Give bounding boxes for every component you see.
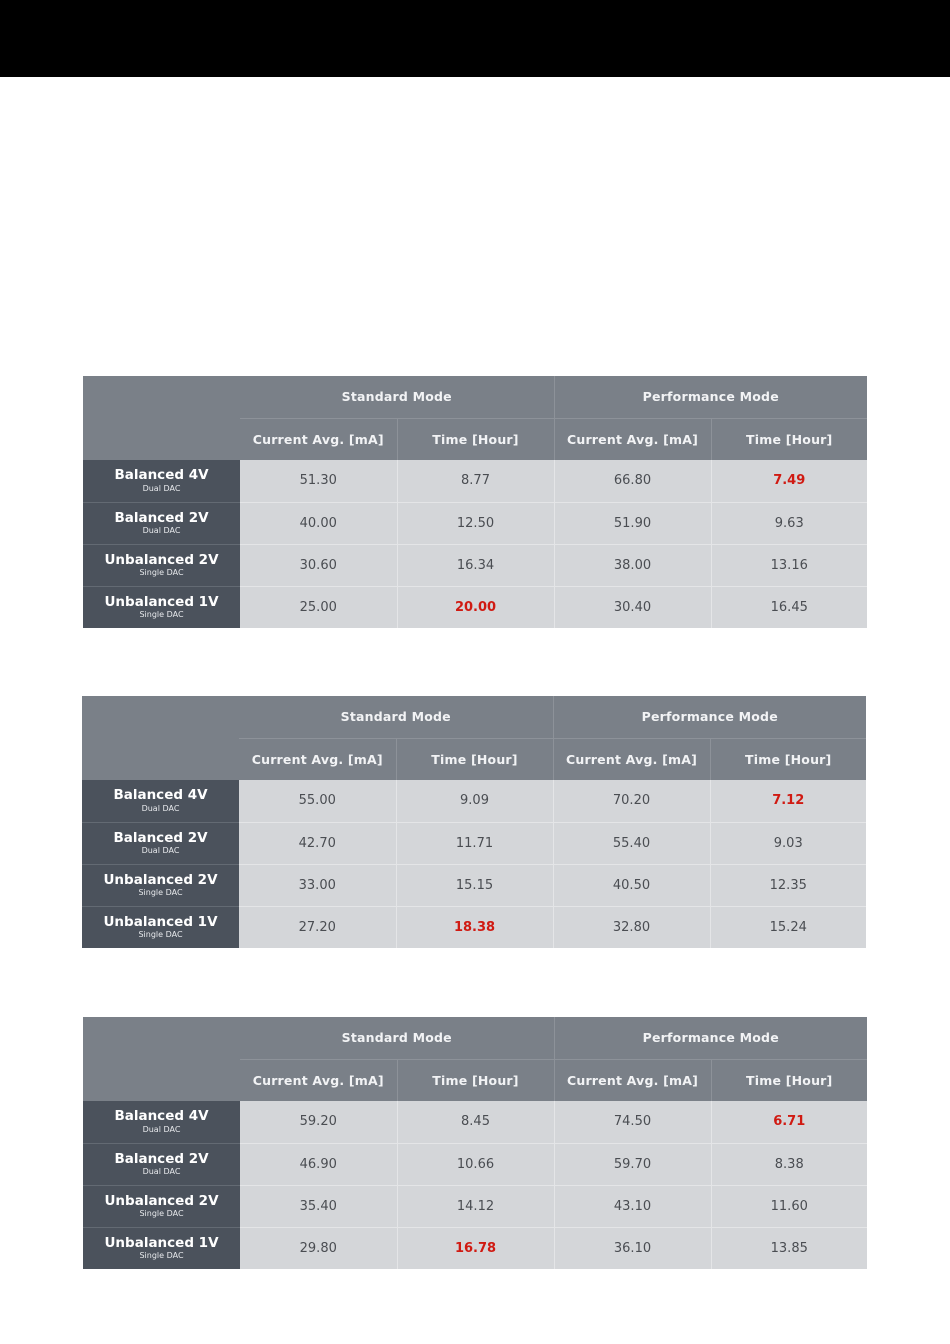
table-row xyxy=(83,1227,867,1269)
row-header xyxy=(83,1101,240,1143)
row-label: Balanced 2V xyxy=(113,829,208,846)
corner-cell xyxy=(83,1059,240,1101)
value-cell: 70.20 xyxy=(553,780,710,822)
value-cell: 9.09 xyxy=(396,780,553,822)
row-sublabel: Single DAC xyxy=(139,610,184,620)
row-label: Unbalanced 1V xyxy=(104,593,219,610)
row-header xyxy=(82,864,239,906)
row-label: Unbalanced 1V xyxy=(103,913,218,930)
corner-cell xyxy=(82,738,239,780)
column-header: Time [Hour] xyxy=(711,418,867,460)
value-cell: 59.70 xyxy=(554,1143,711,1185)
group-header-standard: Standard Mode xyxy=(239,696,553,738)
row-label: Unbalanced 1V xyxy=(104,1234,219,1251)
value-cell: 35.40 xyxy=(240,1185,397,1227)
group-header-performance: Performance Mode xyxy=(554,376,867,418)
column-header: Time [Hour] xyxy=(397,418,554,460)
row-header xyxy=(83,586,240,628)
battery-table-1 xyxy=(83,376,867,628)
row-header xyxy=(83,1227,240,1269)
column-header: Time [Hour] xyxy=(396,738,553,780)
value-cell: 14.12 xyxy=(397,1185,554,1227)
highlighted-value-cell: 16.78 xyxy=(397,1227,554,1269)
table-row xyxy=(83,1101,867,1143)
value-cell: 12.50 xyxy=(397,502,554,544)
row-label: Unbalanced 2V xyxy=(104,1192,219,1209)
value-cell: 36.10 xyxy=(554,1227,711,1269)
column-header: Current Avg. [mA] xyxy=(554,418,711,460)
value-cell: 8.45 xyxy=(397,1101,554,1143)
row-sublabel: Dual DAC xyxy=(142,525,181,535)
row-header xyxy=(83,1143,240,1185)
corner-cell xyxy=(83,1017,240,1059)
value-cell: 55.40 xyxy=(553,822,710,864)
column-header: Current Avg. [mA] xyxy=(240,1059,397,1101)
value-cell: 15.15 xyxy=(396,864,553,906)
column-header: Current Avg. [mA] xyxy=(240,418,397,460)
value-cell: 13.85 xyxy=(711,1227,867,1269)
highlighted-value-cell: 18.38 xyxy=(396,906,553,948)
value-cell: 32.80 xyxy=(553,906,710,948)
value-cell: 43.10 xyxy=(554,1185,711,1227)
table-row xyxy=(82,864,866,906)
highlighted-value-cell: 7.49 xyxy=(711,460,867,502)
highlighted-value-cell: 7.12 xyxy=(710,780,866,822)
column-header: Time [Hour] xyxy=(710,738,866,780)
table-row xyxy=(83,544,867,586)
row-sublabel: Single DAC xyxy=(139,1208,184,1218)
row-label: Balanced 2V xyxy=(114,509,209,526)
value-cell: 10.66 xyxy=(397,1143,554,1185)
row-header xyxy=(82,822,239,864)
column-header: Current Avg. [mA] xyxy=(554,1059,711,1101)
column-header: Time [Hour] xyxy=(397,1059,554,1101)
value-cell: 11.71 xyxy=(396,822,553,864)
value-cell: 59.20 xyxy=(240,1101,397,1143)
value-cell: 29.80 xyxy=(240,1227,397,1269)
table-row xyxy=(82,822,866,864)
value-cell: 16.34 xyxy=(397,544,554,586)
row-sublabel: Dual DAC xyxy=(142,1124,181,1134)
row-label: Unbalanced 2V xyxy=(103,871,218,888)
corner-cell xyxy=(82,696,239,738)
table-row xyxy=(83,586,867,628)
table-row xyxy=(83,460,867,502)
highlighted-value-cell: 20.00 xyxy=(397,586,554,628)
value-cell: 38.00 xyxy=(554,544,711,586)
row-sublabel: Single DAC xyxy=(139,1251,184,1261)
value-cell: 8.38 xyxy=(711,1143,867,1185)
value-cell: 13.16 xyxy=(711,544,867,586)
corner-cell xyxy=(83,376,240,418)
value-cell: 27.20 xyxy=(239,906,396,948)
row-header xyxy=(83,502,240,544)
value-cell: 33.00 xyxy=(239,864,396,906)
value-cell: 40.50 xyxy=(553,864,710,906)
value-cell: 42.70 xyxy=(239,822,396,864)
row-sublabel: Dual DAC xyxy=(142,1166,181,1176)
value-cell: 8.77 xyxy=(397,460,554,502)
corner-cell xyxy=(83,418,240,460)
group-header-standard: Standard Mode xyxy=(240,376,554,418)
row-label: Balanced 4V xyxy=(114,1108,209,1125)
value-cell: 51.90 xyxy=(554,502,711,544)
value-cell: 66.80 xyxy=(554,460,711,502)
value-cell: 9.03 xyxy=(710,822,866,864)
battery-table-2 xyxy=(82,696,866,948)
top-banner xyxy=(0,0,950,77)
value-cell: 46.90 xyxy=(240,1143,397,1185)
group-header-performance: Performance Mode xyxy=(554,1017,867,1059)
highlighted-value-cell: 6.71 xyxy=(711,1101,867,1143)
value-cell: 55.00 xyxy=(239,780,396,822)
value-cell: 51.30 xyxy=(240,460,397,502)
column-header: Current Avg. [mA] xyxy=(239,738,396,780)
row-label: Unbalanced 2V xyxy=(104,551,219,568)
value-cell: 74.50 xyxy=(554,1101,711,1143)
value-cell: 12.35 xyxy=(710,864,866,906)
row-sublabel: Dual DAC xyxy=(142,483,181,493)
row-label: Balanced 2V xyxy=(114,1150,209,1167)
table-row xyxy=(83,1143,867,1185)
row-header xyxy=(82,906,239,948)
group-header-performance: Performance Mode xyxy=(553,696,866,738)
group-header-standard: Standard Mode xyxy=(240,1017,554,1059)
value-cell: 30.40 xyxy=(554,586,711,628)
value-cell: 30.60 xyxy=(240,544,397,586)
row-sublabel: Dual DAC xyxy=(141,803,180,813)
row-label: Balanced 4V xyxy=(113,787,208,804)
table-row xyxy=(83,502,867,544)
row-sublabel: Dual DAC xyxy=(141,845,180,855)
row-header xyxy=(83,1185,240,1227)
value-cell: 11.60 xyxy=(711,1185,867,1227)
row-sublabel: Single DAC xyxy=(138,887,183,897)
table-row xyxy=(82,780,866,822)
value-cell: 40.00 xyxy=(240,502,397,544)
table-row xyxy=(82,906,866,948)
battery-table-3 xyxy=(83,1017,867,1269)
column-header: Time [Hour] xyxy=(711,1059,867,1101)
value-cell: 16.45 xyxy=(711,586,867,628)
row-header xyxy=(82,780,239,822)
row-label: Balanced 4V xyxy=(114,467,209,484)
row-sublabel: Single DAC xyxy=(139,567,184,577)
row-header xyxy=(83,544,240,586)
value-cell: 9.63 xyxy=(711,502,867,544)
row-header xyxy=(83,460,240,502)
value-cell: 15.24 xyxy=(710,906,866,948)
table-row xyxy=(83,1185,867,1227)
value-cell: 25.00 xyxy=(240,586,397,628)
column-header: Current Avg. [mA] xyxy=(553,738,710,780)
row-sublabel: Single DAC xyxy=(138,930,183,940)
